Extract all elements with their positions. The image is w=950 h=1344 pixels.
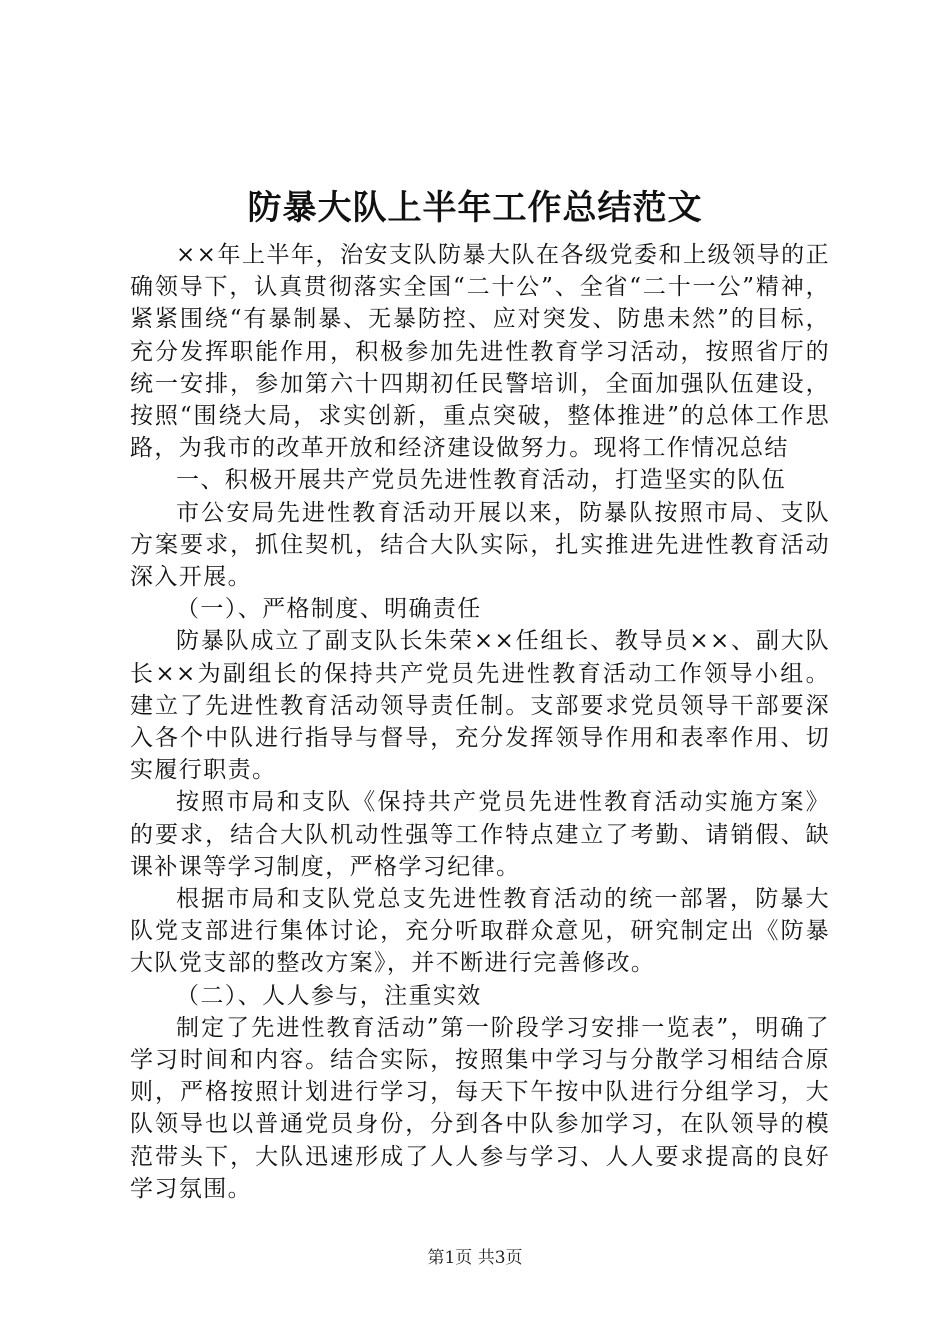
paragraph: 市公安局先进性教育活动开展以来，防暴队按照市局、支队方案要求，抓住契机，结合大队实际，扎实推进先进性教育活动深入开展。 [130,499,830,591]
paragraph-intro: ××年上半年，治安支队防暴大队在各级党委和上级领导的正确领导下，认真贯彻落实全国“二十公”、全省“二十一公”精神，紧紧围绕“有暴制暴、无暴防控、应对突发、防患未然”的目标，充分发挥职能作用，积极参加先进性教育学习活动，按照省厅的统一安排，参加第六十四期初任民警培训，全面加强队伍建设，按照“围绕大局，求实创新，重点突破，整体推进”的总体工作思路，为我市的改革开放和经济建设做努力。现将工作情况总结 [130,242,830,462]
subsection-heading-2: （二）、人人参与，注重实效 [176,982,482,1009]
paragraph: 根据市局和支队党总支先进性教育活动的统一部署，防暴大队党支部进行集体讨论，充分听取群众意见，研究制定出《防暴大队党支部的整改方案》，并不断进行完善修改。 [130,886,830,977]
section-heading-1: 一、积极开展共产党员先进性教育活动，打造坚实的队伍 [176,467,786,494]
paragraph: 制定了先进性教育活动”第一阶段学习安排一览表”，明确了学习时间和内容。结合实际，按照集中学习与分散学习相结合原则，严格按照计划进行学习，每天下午按中队进行分组学习，大队领导也以普通党员身份，分到各中队参加学习，在队领导的模范带头下，大队迅速形成了人人参与学习、人人要求提高的良好学习氛围。 [130,1014,830,1202]
page-footer: 第1页 共3页 [427,1248,523,1268]
paragraph: 按照市局和支队《保持共产党员先进性教育活动实施方案》的要求，结合大队机动性强等工作特点建立了考勤、请销假、缺课补课等学习制度，严格学习纪律。 [130,789,830,880]
paragraph: 防暴队成立了副支队长朱荣××任组长、教导员××、副大队长××为副组长的保持共产党员先进性教育活动工作领导小组。建立了先进性教育活动领导责任制。支部要求党员领导干部要深入各个中队进行指导与督导，充分发挥领导作用和表率作用、切实履行职责。 [130,628,830,784]
document-title: 防暴大队上半年工作总结范文 [247,188,703,228]
document-body [130,239,830,1205]
subsection-heading-1: （一）、严格制度、明确责任 [176,596,482,623]
